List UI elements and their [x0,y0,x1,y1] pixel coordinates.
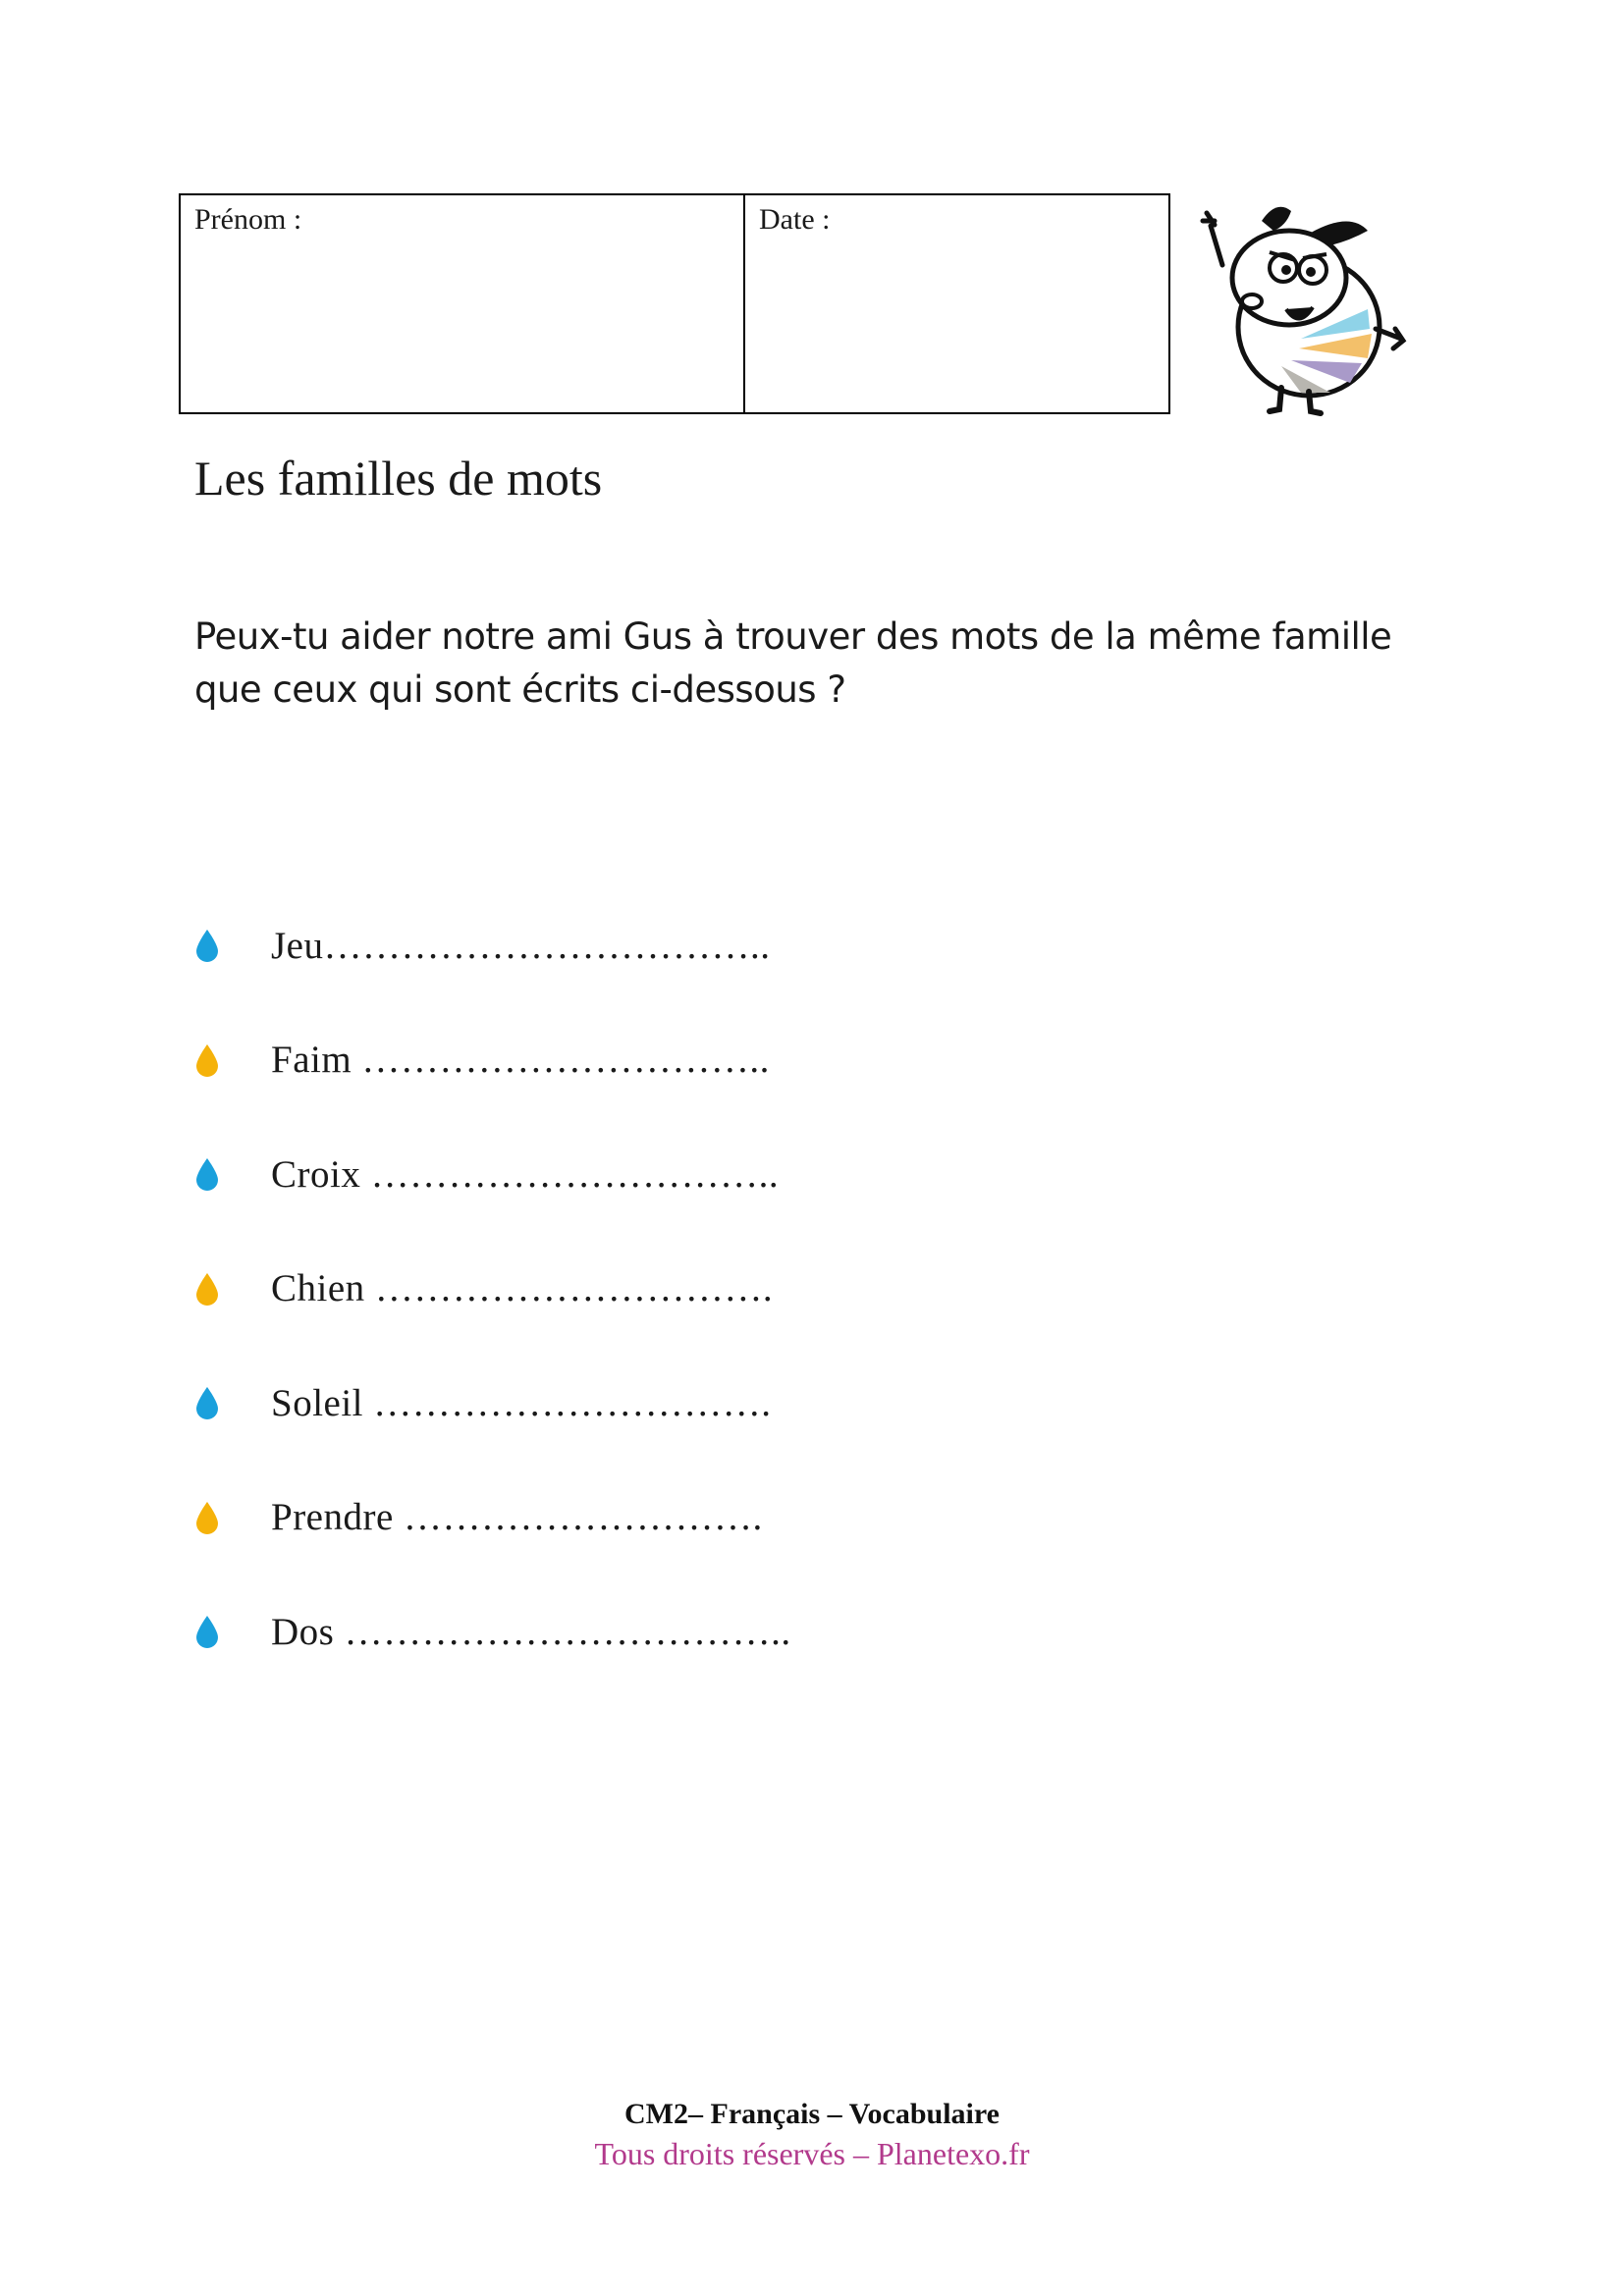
water-drop-icon [194,1157,220,1191]
first-name-label: Prénom : [194,203,302,236]
list-item [194,888,791,1003]
word-soleil[interactable]: Soleil …………………………. [271,1381,772,1424]
list-item [194,1232,791,1347]
word-list [194,888,791,1689]
word-dos[interactable]: Dos …………………………….. [271,1610,791,1653]
word-chien[interactable]: Chien …………………………. [271,1267,774,1310]
list-item [194,1346,791,1461]
first-name-cell[interactable] [181,195,745,412]
list-item [194,1461,791,1575]
list-item [194,1575,791,1689]
word-croix[interactable]: Croix ………………………….. [271,1152,780,1196]
page-title: Les familles de mots [194,451,603,506]
exercise-instructions [194,611,1432,717]
water-drop-icon [194,1386,220,1419]
instructions-line-1: Peux-tu aider notre ami Gus à trouver des mots de la même famille [194,615,1392,658]
word-faim[interactable]: Faim ………………………….. [271,1039,770,1082]
date-cell[interactable] [745,195,1168,412]
water-drop-icon [194,1043,220,1077]
identity-table [179,193,1170,414]
instructions-line-2: que ceux qui sont écrits ci-dessous ? [194,668,846,711]
word-jeu[interactable]: Jeu…………………………….. [271,924,771,967]
water-drop-icon [194,1272,220,1306]
footer-course: CM2– Français – Vocabulaire [624,2098,1000,2130]
water-drop-icon [194,1615,220,1648]
water-drop-icon [194,929,220,962]
gus-mascot-illustration [1193,191,1419,417]
list-item [194,1003,791,1118]
date-label: Date : [759,203,831,236]
footer-rights: Tous droits réservés – Planetexo.fr [594,2136,1030,2171]
list-item [194,1117,791,1232]
word-prendre[interactable]: Prendre ………………………. [271,1496,763,1539]
water-drop-icon [194,1501,220,1534]
